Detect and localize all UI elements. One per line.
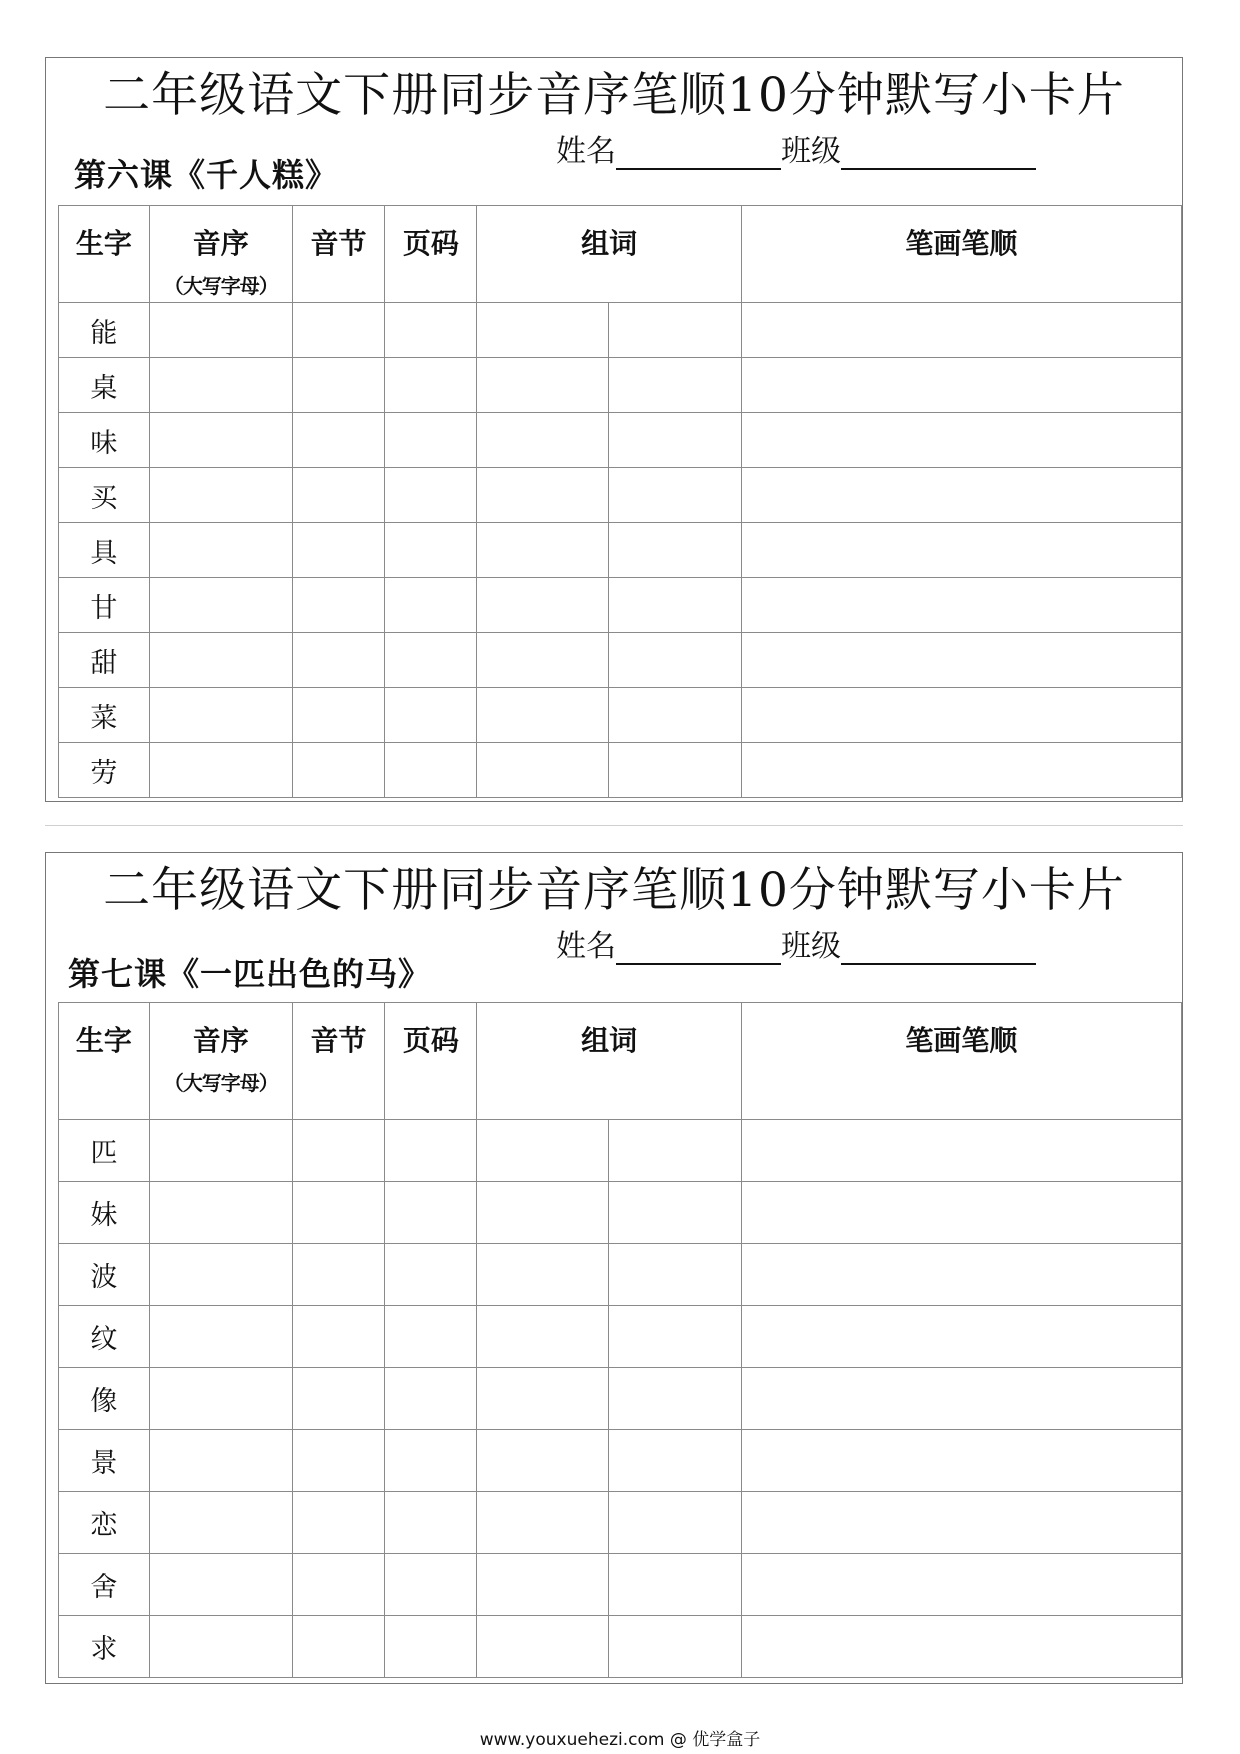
yinxu-cell[interactable]	[149, 688, 292, 743]
yinjie-cell[interactable]	[292, 578, 385, 633]
bihua-cell[interactable]	[741, 1554, 1181, 1616]
footer-watermark: www.youxuehezi.com @ 优学盒子	[479, 1730, 761, 1750]
yinxu-cell[interactable]	[149, 1368, 292, 1430]
yinjie-cell[interactable]	[292, 413, 385, 468]
char-cell: 像	[59, 1368, 150, 1430]
yinjie-cell[interactable]	[292, 743, 385, 798]
yema-cell[interactable]	[385, 633, 477, 688]
name-class-fields	[556, 921, 1036, 965]
zuci-cell-2[interactable]	[609, 1368, 742, 1430]
class-blank[interactable]	[841, 140, 1036, 170]
yinxu-cell[interactable]	[149, 1306, 292, 1368]
char-cell: 波	[59, 1244, 150, 1306]
header-yinxu-label: 音序	[192, 227, 249, 260]
header-yinjie: 音节	[292, 206, 385, 303]
zuci-cell-2[interactable]	[609, 303, 742, 358]
table-row	[59, 578, 1182, 633]
name-label: 姓名	[556, 134, 616, 169]
yinjie-cell[interactable]	[292, 303, 385, 358]
yinjie-cell[interactable]	[292, 1244, 385, 1306]
char-cell: 匹	[59, 1120, 150, 1182]
yema-cell[interactable]	[385, 688, 477, 743]
bihua-cell[interactable]	[741, 303, 1181, 358]
yinjie-cell[interactable]	[292, 1368, 385, 1430]
yinxu-cell[interactable]	[149, 1554, 292, 1616]
yinxu-cell[interactable]	[149, 1430, 292, 1492]
zuci-cell-1[interactable]	[477, 1492, 609, 1554]
char-cell: 买	[59, 468, 150, 523]
bihua-cell[interactable]	[741, 578, 1181, 633]
header-zuci: 组词	[477, 206, 741, 303]
yinxu-cell[interactable]	[149, 303, 292, 358]
zuci-cell-2[interactable]	[609, 1492, 742, 1554]
yinxu-cell[interactable]	[149, 1120, 292, 1182]
bihua-cell[interactable]	[741, 1120, 1181, 1182]
yinjie-cell[interactable]	[292, 468, 385, 523]
card-title: 二年级语文下册同步音序笔顺10分钟默写小卡片	[103, 68, 1125, 123]
card-divider	[45, 825, 1183, 826]
header-bihua: 笔画笔顺	[741, 1003, 1181, 1120]
zuci-cell-1[interactable]	[477, 743, 609, 798]
char-cell: 甘	[59, 578, 150, 633]
char-cell: 味	[59, 413, 150, 468]
header-char: 生字	[59, 1003, 150, 1120]
yema-cell[interactable]	[385, 1244, 477, 1306]
yinjie-cell[interactable]	[292, 1616, 385, 1678]
char-cell: 景	[59, 1430, 150, 1492]
yinxu-cell[interactable]	[149, 578, 292, 633]
yinxu-cell[interactable]	[149, 358, 292, 413]
yinjie-cell[interactable]	[292, 633, 385, 688]
bihua-cell[interactable]	[741, 688, 1181, 743]
zuci-cell-1[interactable]	[477, 578, 609, 633]
yinjie-cell[interactable]	[292, 688, 385, 743]
bihua-cell[interactable]	[741, 1616, 1181, 1678]
bihua-cell[interactable]	[741, 413, 1181, 468]
char-cell: 甜	[59, 633, 150, 688]
table-row	[59, 1182, 1182, 1244]
table-row	[59, 1368, 1182, 1430]
name-class-fields	[556, 126, 1036, 170]
table-row	[59, 523, 1182, 578]
zuci-cell-1[interactable]	[477, 303, 609, 358]
char-cell: 妹	[59, 1182, 150, 1244]
zuci-cell-2[interactable]	[609, 1244, 742, 1306]
table-body	[59, 303, 1182, 798]
zuci-cell-2[interactable]	[609, 358, 742, 413]
header-zuci: 组词	[477, 1003, 741, 1120]
zuci-cell-2[interactable]	[609, 1306, 742, 1368]
table-row	[59, 688, 1182, 743]
zuci-cell-1[interactable]	[477, 358, 609, 413]
zuci-cell-1[interactable]	[477, 1244, 609, 1306]
header-yema: 页码	[385, 1003, 477, 1120]
char-cell: 求	[59, 1616, 150, 1678]
yinxu-cell[interactable]	[149, 743, 292, 798]
worksheet-card-lesson-6	[45, 57, 1183, 802]
yinxu-cell[interactable]	[149, 633, 292, 688]
char-cell: 舍	[59, 1554, 150, 1616]
char-cell: 具	[59, 523, 150, 578]
class-blank[interactable]	[841, 935, 1036, 965]
char-cell: 恋	[59, 1492, 150, 1554]
yema-cell[interactable]	[385, 1368, 477, 1430]
yema-cell[interactable]	[385, 1182, 477, 1244]
lesson-title: 第六课《千人糕》	[74, 156, 339, 194]
table-row	[59, 1554, 1182, 1616]
zuci-cell-2[interactable]	[609, 468, 742, 523]
yema-cell[interactable]	[385, 358, 477, 413]
yema-cell[interactable]	[385, 1554, 477, 1616]
zuci-cell-2[interactable]	[609, 1430, 742, 1492]
bihua-cell[interactable]	[741, 1368, 1181, 1430]
header-yinxu	[149, 206, 292, 303]
yinxu-cell[interactable]	[149, 1616, 292, 1678]
zuci-cell-1[interactable]	[477, 1368, 609, 1430]
char-cell: 纹	[59, 1306, 150, 1368]
bihua-cell[interactable]	[741, 743, 1181, 798]
header-yinjie: 音节	[292, 1003, 385, 1120]
yinxu-cell[interactable]	[149, 468, 292, 523]
yinjie-cell[interactable]	[292, 1182, 385, 1244]
yema-cell[interactable]	[385, 1492, 477, 1554]
header-yinxu-label: 音序	[192, 1024, 249, 1057]
class-label: 班级	[781, 134, 841, 169]
yinjie-cell[interactable]	[292, 1306, 385, 1368]
bihua-cell[interactable]	[741, 1182, 1181, 1244]
yema-cell[interactable]	[385, 743, 477, 798]
worksheet-card-lesson-7	[45, 852, 1183, 1684]
yema-cell[interactable]	[385, 1120, 477, 1182]
card-title: 二年级语文下册同步音序笔顺10分钟默写小卡片	[103, 863, 1125, 918]
zuci-cell-1[interactable]	[477, 688, 609, 743]
char-cell: 桌	[59, 358, 150, 413]
bihua-cell[interactable]	[741, 633, 1181, 688]
zuci-cell-2[interactable]	[609, 413, 742, 468]
zuci-cell-1[interactable]	[477, 1430, 609, 1492]
bihua-cell[interactable]	[741, 523, 1181, 578]
table-row	[59, 1120, 1182, 1182]
character-table	[58, 1002, 1182, 1678]
zuci-cell-1[interactable]	[477, 1306, 609, 1368]
table-row	[59, 743, 1182, 798]
yema-cell[interactable]	[385, 413, 477, 468]
table-row	[59, 358, 1182, 413]
bihua-cell[interactable]	[741, 358, 1181, 413]
zuci-cell-2[interactable]	[609, 1554, 742, 1616]
character-table	[58, 205, 1182, 798]
bihua-cell[interactable]	[741, 1430, 1181, 1492]
zuci-cell-2[interactable]	[609, 1616, 742, 1678]
char-cell: 菜	[59, 688, 150, 743]
class-label: 班级	[781, 929, 841, 964]
zuci-cell-2[interactable]	[609, 523, 742, 578]
header-yinxu-sub: （大写字母）	[163, 274, 278, 298]
table-header-row	[59, 206, 1182, 303]
yema-cell[interactable]	[385, 578, 477, 633]
table-row	[59, 1306, 1182, 1368]
name-blank[interactable]	[616, 140, 781, 170]
bihua-cell[interactable]	[741, 1492, 1181, 1554]
bihua-cell[interactable]	[741, 1244, 1181, 1306]
yinxu-cell[interactable]	[149, 1182, 292, 1244]
yinxu-cell[interactable]	[149, 1244, 292, 1306]
zuci-cell-1[interactable]	[477, 413, 609, 468]
zuci-cell-1[interactable]	[477, 1554, 609, 1616]
header-yinxu	[149, 1003, 292, 1120]
table-row	[59, 468, 1182, 523]
zuci-cell-2[interactable]	[609, 1120, 742, 1182]
zuci-cell-1[interactable]	[477, 633, 609, 688]
table-row	[59, 413, 1182, 468]
header-char: 生字	[59, 206, 150, 303]
yinxu-cell[interactable]	[149, 413, 292, 468]
table-row	[59, 1616, 1182, 1678]
header-bihua: 笔画笔顺	[741, 206, 1181, 303]
yema-cell[interactable]	[385, 523, 477, 578]
table-row	[59, 303, 1182, 358]
yema-cell[interactable]	[385, 1430, 477, 1492]
yinjie-cell[interactable]	[292, 1492, 385, 1554]
yema-cell[interactable]	[385, 1306, 477, 1368]
yema-cell[interactable]	[385, 468, 477, 523]
yinjie-cell[interactable]	[292, 1120, 385, 1182]
bihua-cell[interactable]	[741, 1306, 1181, 1368]
yinjie-cell[interactable]	[292, 523, 385, 578]
table-row	[59, 1244, 1182, 1306]
yema-cell[interactable]	[385, 303, 477, 358]
zuci-cell-2[interactable]	[609, 633, 742, 688]
header-yema: 页码	[385, 206, 477, 303]
header-yinxu-sub: （大写字母）	[163, 1071, 278, 1095]
char-cell: 劳	[59, 743, 150, 798]
table-row	[59, 1492, 1182, 1554]
table-body	[59, 1120, 1182, 1678]
zuci-cell-1[interactable]	[477, 1616, 609, 1678]
yinjie-cell[interactable]	[292, 358, 385, 413]
name-blank[interactable]	[616, 935, 781, 965]
zuci-cell-2[interactable]	[609, 578, 742, 633]
zuci-cell-2[interactable]	[609, 1182, 742, 1244]
name-label: 姓名	[556, 929, 616, 964]
yinxu-cell[interactable]	[149, 523, 292, 578]
zuci-cell-2[interactable]	[609, 688, 742, 743]
yema-cell[interactable]	[385, 1616, 477, 1678]
bihua-cell[interactable]	[741, 468, 1181, 523]
yinxu-cell[interactable]	[149, 1492, 292, 1554]
lesson-title: 第七课《一匹出色的马》	[68, 955, 432, 993]
zuci-cell-1[interactable]	[477, 468, 609, 523]
zuci-cell-1[interactable]	[477, 523, 609, 578]
table-row	[59, 1430, 1182, 1492]
table-row	[59, 633, 1182, 688]
zuci-cell-1[interactable]	[477, 1120, 609, 1182]
table-header-row	[59, 1003, 1182, 1120]
char-cell: 能	[59, 303, 150, 358]
yinjie-cell[interactable]	[292, 1554, 385, 1616]
yinjie-cell[interactable]	[292, 1430, 385, 1492]
zuci-cell-2[interactable]	[609, 743, 742, 798]
zuci-cell-1[interactable]	[477, 1182, 609, 1244]
